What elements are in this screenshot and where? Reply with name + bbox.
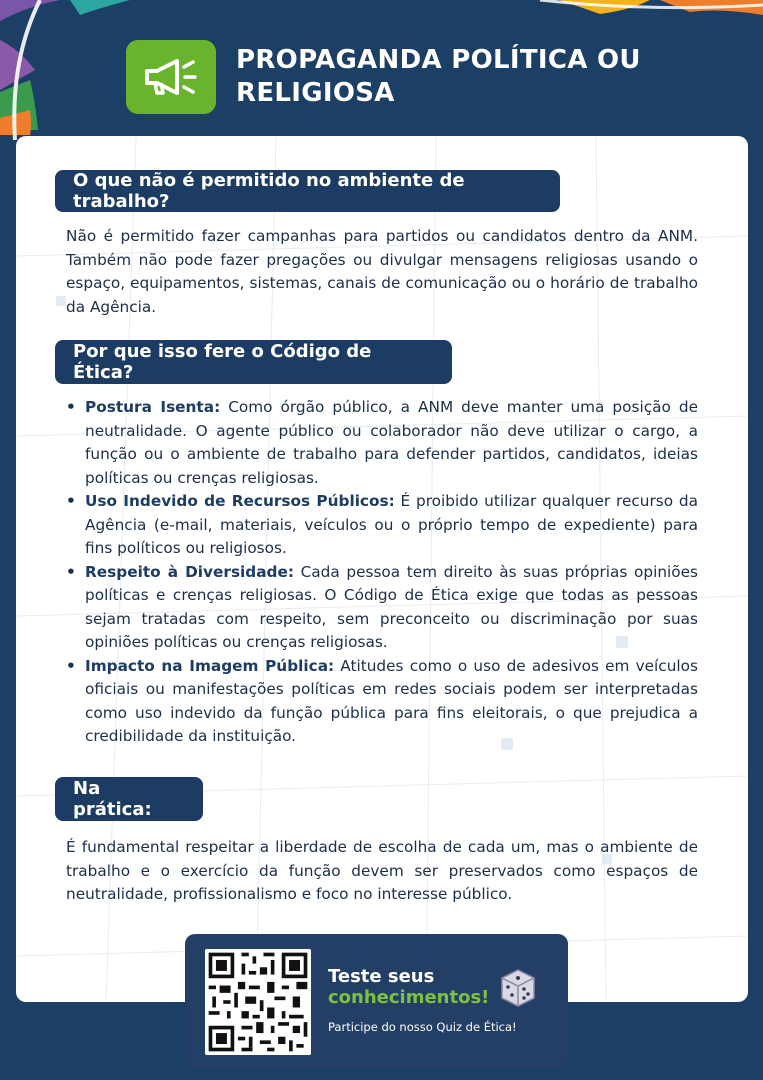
list-item-term: Uso Indevido de Recursos Públicos: <box>85 492 395 510</box>
list-item-text: Atitudes como o uso de adesivos em veículos oficiais ou manifestações políticas em redes sociais podem ser interpretadas como uso indevido da função pública para fins eleitorais, o que prejudica a credibilidade da instituição. <box>85 656 698 745</box>
list-item <box>66 655 698 749</box>
reasons-list <box>66 396 698 749</box>
content-card <box>16 136 748 1002</box>
list-item <box>66 561 698 655</box>
quiz-title: Teste seus <box>328 966 435 987</box>
list-item-text: Como órgão público, a ANM deve manter uma posição de neutralidade. O agente público ou colaborador não deve utilizar o cargo, a função ou o ambiente de trabalho para defender partidos, candidatos, ideias políticas ou crenças religiosas. <box>85 398 698 487</box>
quiz-subtitle: Participe do nosso Quiz de Ética! <box>328 1020 517 1034</box>
section-text-not-allowed: Não é permitido fazer campanhas para partidos ou candidatos dentro da ANM. Também não pode fazer pregações ou divulgar mensagens religiosas usando o espaço, equipamentos, sistemas, canais de comunicação ou o horário de trabalho da Agência. <box>66 227 698 316</box>
list-item-text: É proibido utilizar qualquer recurso da Agência (e-mail, materiais, veículos ou o próprio tempo de expediente) para fins políticos ou religiosos. <box>85 492 698 557</box>
list-item-term: Respeito à Diversidade: <box>85 562 295 581</box>
quiz-title-highlight: conhecimentos! <box>328 987 490 1008</box>
section-heading-in-practice: Na prática: <box>55 777 203 821</box>
page-title: PROPAGANDA POLÍTICA OU RELIGIOSA <box>236 45 641 108</box>
section-heading-why: Por que isso fere o Código de Ética? <box>55 340 452 384</box>
list-item <box>66 396 698 490</box>
quiz-panel <box>185 934 568 1068</box>
megaphone-icon <box>126 40 216 114</box>
list-item <box>66 490 698 561</box>
list-item-text: Cada pessoa tem direito às suas próprias opiniões políticas e crenças religiosas. O Código de Ética exige que todas as pessoas sejam tratadas com respeito, sem preconceito ou discriminação por suas opiniões políticas ou crenças religiosas. <box>85 562 699 651</box>
list-item-term: Impacto na Imagem Pública: <box>85 656 335 675</box>
dice-icon <box>499 968 537 1008</box>
qr-code-icon[interactable] <box>205 949 311 1055</box>
list-item-term: Postura Isenta: <box>85 398 221 416</box>
section-text-in-practice: É fundamental respeitar a liberdade de escolha de cada um, mas o ambiente de trabalho e o exercício da função devem ser preservados como espaços de neutralidade, profissionalismo e foco no interesse público. <box>66 838 698 903</box>
section-heading-not-allowed: O que não é permitido no ambiente de trabalho? <box>55 170 560 212</box>
